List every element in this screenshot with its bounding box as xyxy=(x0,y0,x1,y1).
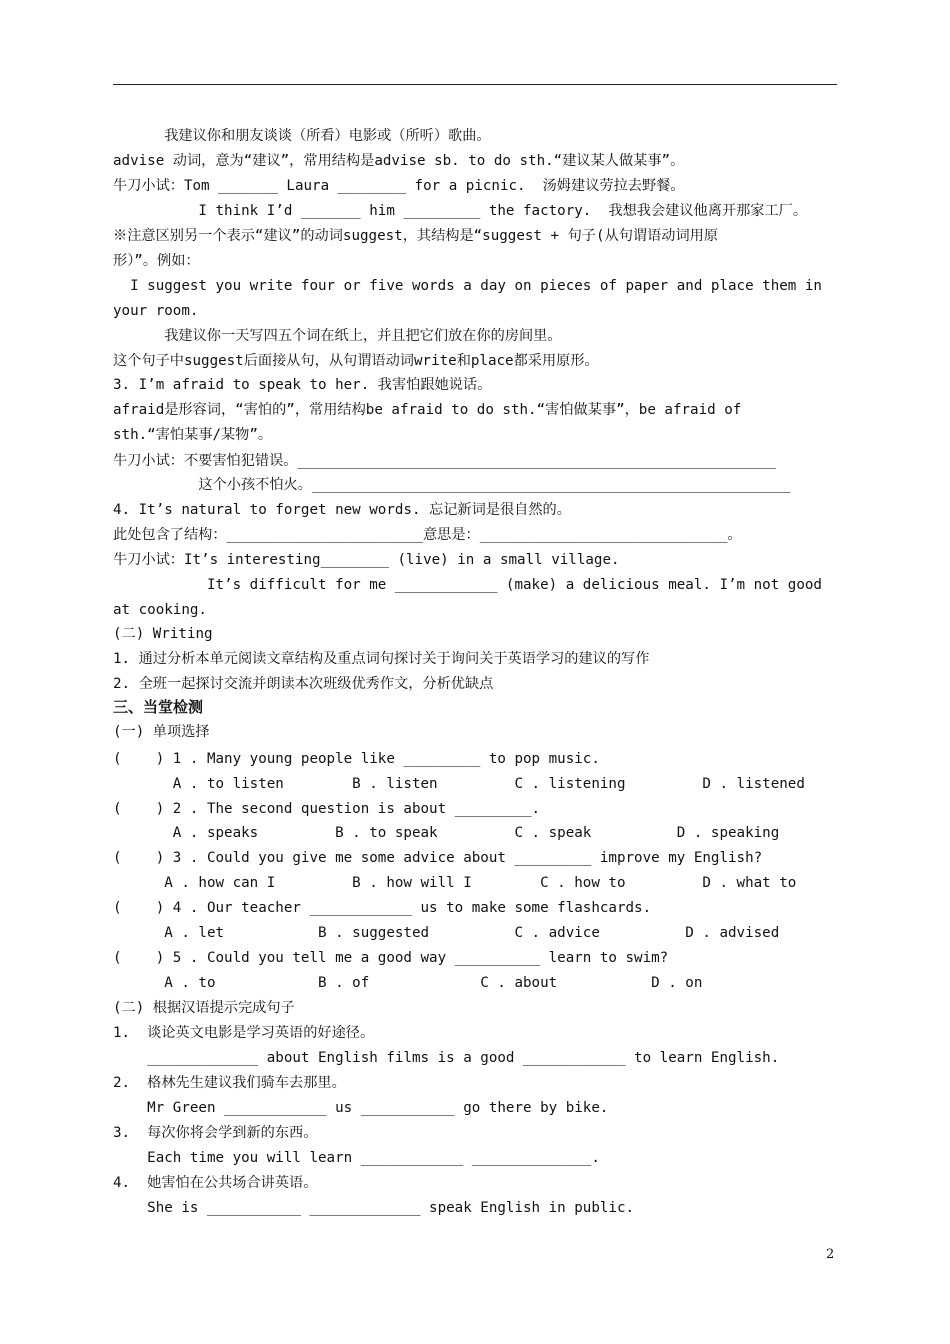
text-line: ( ) 1 . Many young people like _________ to pop music. xyxy=(113,751,600,767)
text-line: A . let B . suggested C . advice D . advised xyxy=(113,925,780,941)
text-line: afraid是形容词，“害怕的”，常用结构be afraid to do sth.“害怕做某事”，be afraid of xyxy=(113,402,742,418)
text-line: 三、当堂检测 xyxy=(113,698,204,716)
text-line: 牛刀小试：It’s interesting________ (live) in a small village. xyxy=(113,552,620,568)
text-line: 1. 谈论英文电影是学习英语的好途径。 xyxy=(113,1025,375,1041)
text-line: (二) 根据汉语提示完成句子 xyxy=(113,1000,295,1016)
text-line: 这个小孩不怕火。________________________________________________________ xyxy=(113,477,791,493)
text-line: 我建议你和朋友谈谈（所看）电影或（所听）歌曲。 xyxy=(113,128,491,144)
text-line: 4. 她害怕在公共场合讲英语。 xyxy=(113,1175,318,1191)
text-line: Mr Green ____________ us ___________ go there by bike. xyxy=(113,1100,609,1116)
text-line: 牛刀小试：不要害怕犯错误。________________________________________________________ xyxy=(113,453,776,469)
text-line: advise 动词，意为“建议”，常用结构是advise sb. to do sth.“建议某人做某事”。 xyxy=(113,153,685,169)
text-line: 4. It’s natural to forget new words. 忘记新词是很自然的。 xyxy=(113,502,571,518)
text-line: ( ) 2 . The second question is about _________. xyxy=(113,801,541,817)
text-line: I think I’d _______ him _________ the factory. 我想我会建议他离开那家工厂。 xyxy=(113,203,808,219)
text-line: 1. 通过分析本单元阅读文章结构及重点词句探讨关于询问关于英语学习的建议的写作 xyxy=(113,651,650,667)
text-line: 3. 每次你将会学到新的东西。 xyxy=(113,1125,318,1141)
text-line: 牛刀小试：Tom _______ Laura ________ for a picnic. 汤姆建议劳拉去野餐。 xyxy=(113,178,685,194)
text-line: (一) 单项选择 xyxy=(113,724,210,740)
text-line: _____________ about English films is a good ____________ to learn English. xyxy=(113,1050,780,1066)
text-line: 此处包含了结构：_______________________意思是：_____________________________。 xyxy=(113,527,742,543)
text-line: 2. 全班一起探讨交流并朗读本次班级优秀作文，分析优缺点 xyxy=(113,676,494,692)
text-line: 3. I’m afraid to speak to her. 我害怕跟她说话。 xyxy=(113,377,492,393)
text-line: sth.“害怕某事/某物”。 xyxy=(113,427,273,443)
text-line: (二) Writing xyxy=(113,626,213,642)
text-line: A . how can I B . how will I C . how to D . what to xyxy=(113,875,797,891)
text-line: A . to B . of C . about D . on xyxy=(113,975,703,991)
text-line: ※注意区别另一个表示“建议”的动词suggest，其结构是“suggest + 句子(从句谓语动词用原 xyxy=(113,228,719,244)
text-line: I suggest you write four or five words a day on pieces of paper and place them in xyxy=(113,278,822,294)
text-line: Each time you will learn ____________ ______________. xyxy=(113,1150,600,1166)
text-line: A . to listen B . listen C . listening D . listened xyxy=(113,776,805,792)
text-line: your room. xyxy=(113,303,199,319)
text-line: 这个句子中suggest后面接从句，从句谓语动词write和place都采用原形。 xyxy=(113,353,599,369)
text-line: 我建议你一天写四五个词在纸上，并且把它们放在你的房间里。 xyxy=(113,328,562,344)
text-line: ( ) 4 . Our teacher ____________ us to make some flashcards. xyxy=(113,900,652,916)
page-number: 2 xyxy=(826,1247,835,1262)
text-line: 2. 格林先生建议我们骑车去那里。 xyxy=(113,1075,346,1091)
header-rule xyxy=(113,84,837,85)
text-line: 形）”。例如： xyxy=(113,253,200,269)
text-line: at cooking. xyxy=(113,602,207,618)
text-line: It’s difficult for me ____________ (make) a delicious meal. I’m not good xyxy=(113,577,822,593)
text-line: She is ___________ _____________ speak English in public. xyxy=(113,1200,635,1216)
text-line: A . speaks B . to speak C . speak D . speaking xyxy=(113,825,780,841)
text-line: ( ) 5 . Could you tell me a good way __________ learn to swim? xyxy=(113,950,669,966)
text-line: ( ) 3 . Could you give me some advice about _________ improve my English? xyxy=(113,850,763,866)
